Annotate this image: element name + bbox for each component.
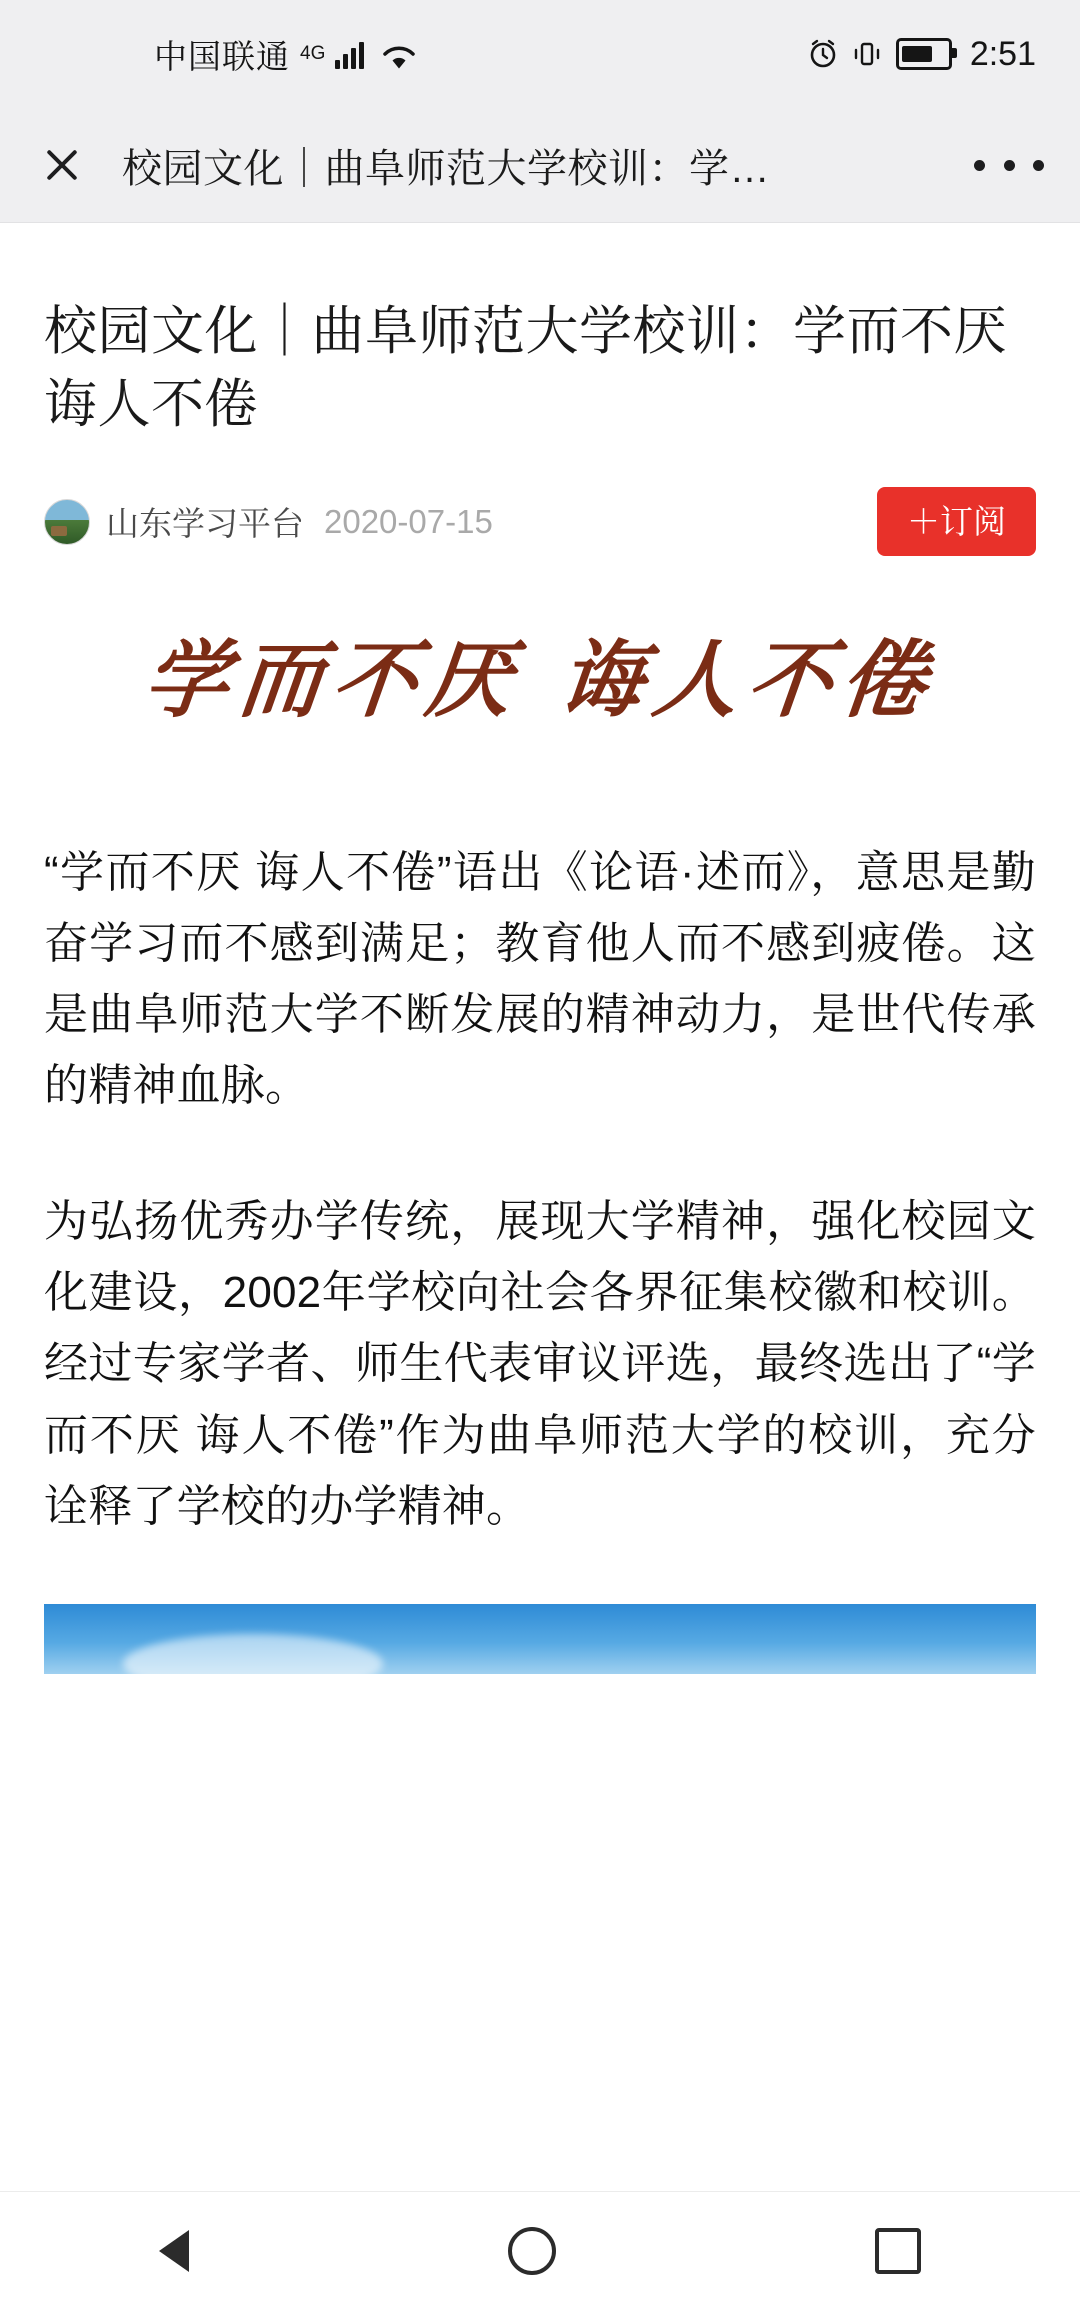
subscribe-button[interactable]: ＋订阅: [877, 487, 1036, 556]
signal-bars-icon: [335, 39, 364, 69]
app-bar-title: 校园文化｜曲阜师范大学校训：学…: [122, 146, 770, 191]
close-icon[interactable]: [36, 139, 88, 191]
status-left-group: [154, 31, 416, 78]
network-type-label: 4G: [300, 43, 326, 64]
battery-icon: [896, 38, 952, 70]
carrier-label: 中国联通: [154, 37, 290, 75]
calligraphy-banner: 学而不厌 诲人不倦: [139, 630, 941, 730]
status-bar: [0, 0, 1080, 108]
clock-label: 2:51: [969, 34, 1036, 73]
more-options-icon[interactable]: [974, 160, 1044, 171]
page-title: 校园文化｜曲阜师范大学校训：学而不厌 诲人不倦: [44, 302, 1007, 435]
home-circle-icon[interactable]: [508, 2227, 556, 2275]
article-content: [0, 223, 1080, 2191]
article-image: [44, 1604, 1036, 1674]
source-name[interactable]: 山东学习平台: [106, 505, 304, 543]
recent-square-icon[interactable]: [875, 2228, 921, 2274]
article-paragraph: 为弘扬优秀办学传统，展现大学精神，强化校园文化建设，2002年学校向社会各界征集校徽和校训。经过专家学者、师生代表审议评选，最终选出了“学而不厌 诲人不倦”作为曲阜师范大学的校训，充分诠释了学校的办学精神。: [44, 1196, 1036, 1531]
wifi-icon: [382, 41, 416, 67]
article-paragraph: “学而不厌 诲人不倦”语出《论语·述而》，意思是勤奋学习而不感到满足；教育他人而不感到疲倦。这是曲阜师范大学不断发展的精神动力，是世代传承的精神血脉。: [44, 847, 1036, 1111]
publish-date: 2020-07-15: [324, 502, 493, 540]
system-nav-bar: [0, 2191, 1080, 2310]
avatar: [44, 499, 90, 545]
vibrate-icon: [852, 39, 882, 69]
alarm-icon: [808, 39, 838, 69]
back-triangle-icon[interactable]: [159, 2230, 189, 2272]
app-bar: [0, 108, 1080, 223]
article-meta-row: [44, 487, 1036, 556]
status-right-group: [808, 35, 1036, 74]
